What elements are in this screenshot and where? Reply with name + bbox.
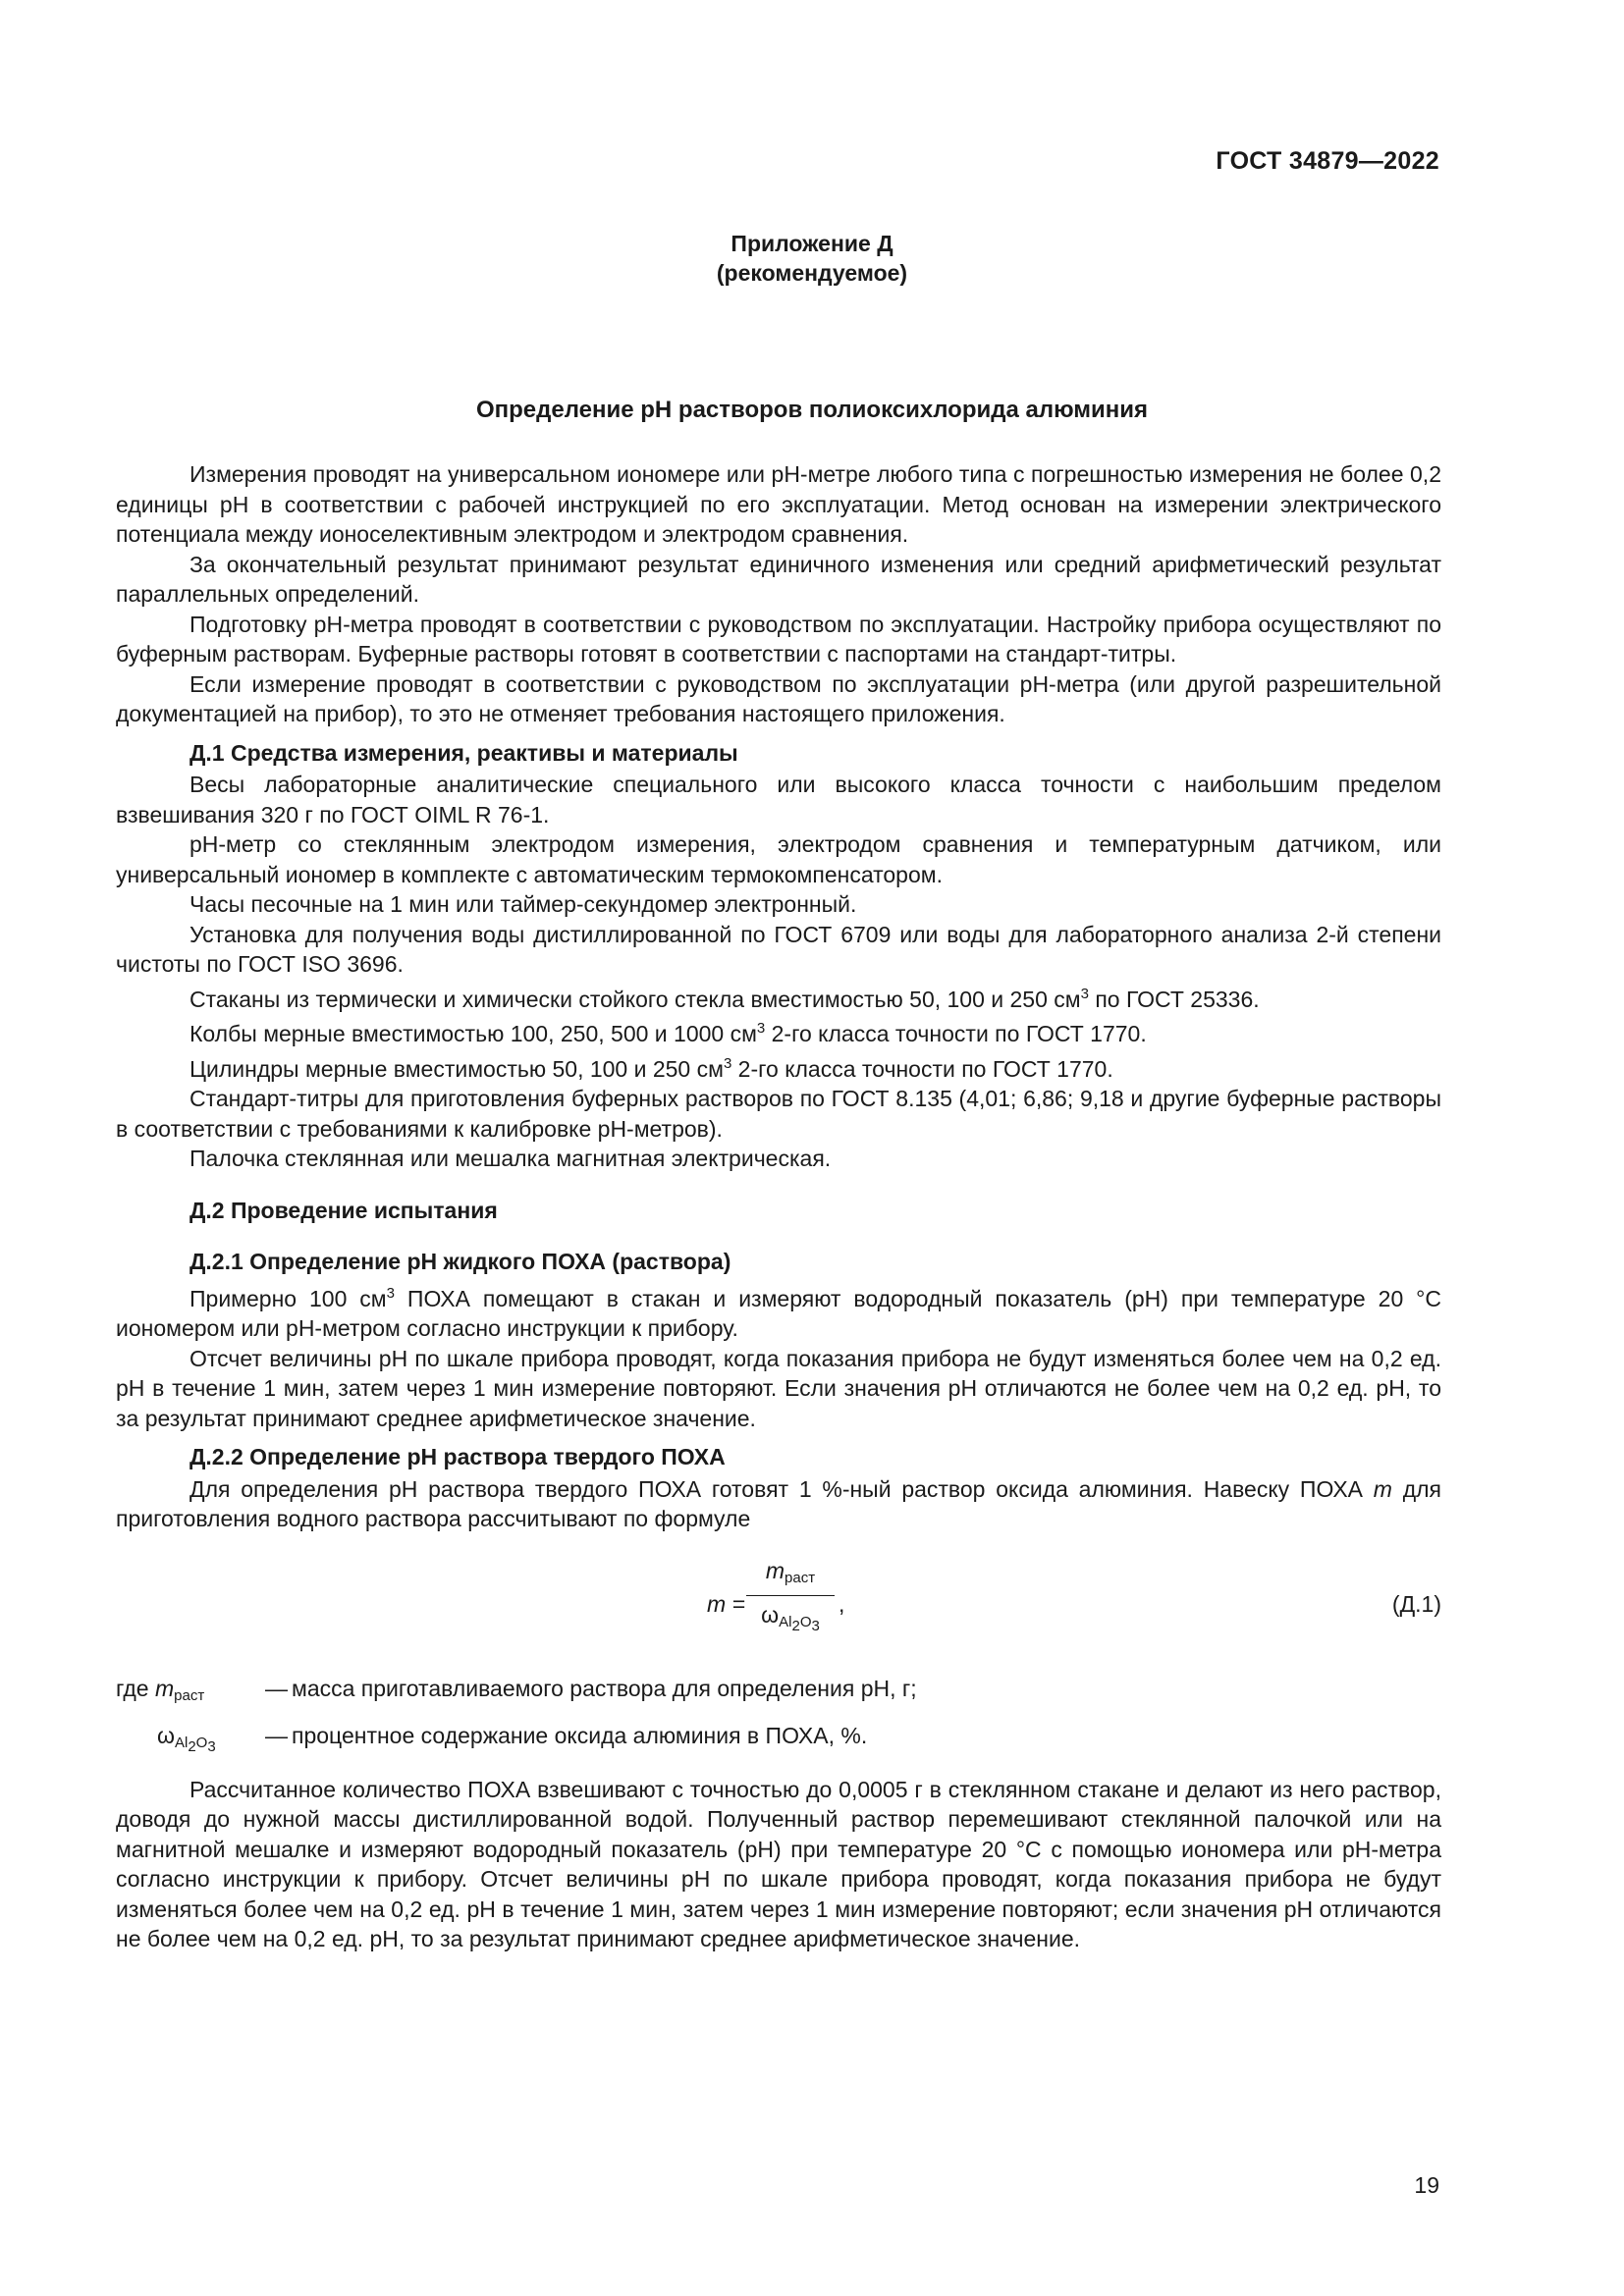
standard-designation: ГОСТ 34879—2022 [1216, 147, 1439, 175]
superscript: 3 [1080, 985, 1089, 1002]
variable-m: m [1373, 1475, 1392, 1502]
equipment-item [116, 980, 1441, 1015]
formula-lhs: m = [707, 1590, 745, 1617]
paragraph-text: Примерно 100 см [189, 1285, 387, 1311]
superscript: 3 [386, 1284, 395, 1302]
definition-row [116, 1674, 1441, 1712]
denominator-subscript [779, 1614, 820, 1634]
item-text: Цилиндры мерные вместимостью 50, 100 и 250 см [189, 1055, 724, 1082]
document-body [116, 459, 1441, 1954]
subscript-part: 2 [188, 1738, 196, 1755]
intro-paragraph: Измерения проводят на универсальном иономере или pH-метре любого типа с погрешностью измерения не более 0,2 единицы pH в соответствии с рабочей инструкцией по его эксплуатации. Метод основан на измерении электрического потенциала между ионоселективным электродом и электродом сравнения. [116, 461, 1441, 547]
definition-symbol [116, 1674, 265, 1712]
equipment-item: pH-метр со стеклянным электродом измерения, электродом сравнения и температурным датчиком, или универсальный иономер в комплекте с автоматическим термокомпенсатором. [116, 831, 1441, 887]
annex-subject-title: Определение pH растворов полиоксихлорида алюминия [475, 397, 1149, 423]
fraction-bar [746, 1595, 835, 1596]
variable-m-rast: m [154, 1675, 175, 1701]
definition-symbol [116, 1721, 265, 1763]
annex-title: Приложение Д [731, 231, 893, 256]
subscript-part: Al [779, 1614, 792, 1630]
final-procedure-paragraph: Рассчитанное количество ПОХА взвешивают с точностью до 0,0005 г в стеклянном стакане и делают из него раствор, доводя до нужной массы дистиллированной водой. Полученный раствор перемешивают стеклянной палочкой или на магнитной мешалке и измеряют водородный показатель (pH) при температуре 20 °С с помощью иономера или pH-метра согласно инструкции к прибору. Отсчет величины pH по шкале прибора проводят, когда показания прибора не будут изменяться более чем на 0,2 ед. pH в течение 1 мин, затем через 1 мин измерение повторяют; если значения pH отличаются не более чем на 0,2 ед. pH, то за результат принимают среднее арифметическое значение. [116, 1776, 1441, 1951]
item-text: по ГОСТ 25336. [1088, 986, 1260, 1012]
definition-text: процентное содержание оксида алюминия в ПОХА, %. [292, 1723, 868, 1748]
equipment-item: Весы лабораторные аналитические специального или высокого класса точности с наибольшим пределом взвешивания 320 г по ГОСТ OIML R 76-1. [116, 772, 1441, 828]
procedure-paragraph [116, 1474, 1441, 1534]
numerator-variable: m [765, 1557, 785, 1583]
intro-paragraph: За окончательный результат принимают результат единичного изменения или средний арифметический результат параллельных определений. [116, 551, 1441, 607]
definition-dash: — [265, 1675, 288, 1701]
formula-number: (Д.1) [1391, 1590, 1441, 1617]
annex-heading [0, 229, 1624, 288]
procedure-paragraph [116, 1279, 1441, 1344]
equipment-item [116, 1049, 1441, 1085]
subscript-part: O [799, 1614, 812, 1630]
fraction-numerator [746, 1556, 835, 1594]
formula-comma: , [839, 1590, 845, 1617]
equipment-item: Стандарт-титры для приготовления буферных растворов по ГОСТ 8.135 (4,01; 6,86; 9,18 и другие буферные растворы в соответствии с требованиями к калибровке pH-метров). [116, 1086, 1441, 1142]
procedure-paragraph: Отсчет величины pH по шкале прибора проводят, когда показания прибора не будут изменяться более чем на 0,2 ед. pH в течение 1 мин, затем через 1 мин измерение повторяют. Если значения pH отличаются не более чем на 0,2 ед. pH, то за результат принимают среднее арифметическое значение. [116, 1345, 1441, 1431]
equipment-item: Часы песочные на 1 мин или таймер-секундомер электронный. [189, 891, 857, 917]
section-heading-d22: Д.2.2 Определение pH раствора твердого ПОХА [189, 1444, 726, 1469]
item-text: 2-го класса точности по ГОСТ 1770. [765, 1021, 1147, 1046]
variable-subscript: раст [174, 1686, 205, 1704]
formula-fraction [746, 1556, 835, 1642]
variable-definitions [116, 1674, 1441, 1763]
numerator-subscript: раст [785, 1569, 816, 1586]
variable-omega: ω [157, 1723, 175, 1748]
subscript-part: O [195, 1735, 208, 1751]
section-heading-d21: Д.2.1 Определение pH жидкого ПОХА (раствора) [189, 1249, 731, 1274]
annex-status: (рекомендуемое) [716, 260, 908, 286]
variable-subscript [174, 1735, 216, 1755]
page-number: 19 [1414, 2172, 1439, 2198]
definition-row [116, 1721, 1441, 1763]
where-prefix: где [116, 1675, 155, 1701]
superscript: 3 [756, 1020, 766, 1037]
paragraph-text: ПОХА помещают в стакан и измеряют водородный показатель (pH) при температуре 20 °С иономером или pH-метром согласно инструкции к прибору. [116, 1285, 1441, 1341]
subscript-part: 3 [207, 1738, 216, 1755]
item-text: Колбы мерные вместимостью 100, 250, 500 и 1000 см [189, 1021, 757, 1046]
section-heading-d1: Д.1 Средства измерения, реактивы и материалы [189, 739, 738, 766]
item-text: 2-го класса точности по ГОСТ 1770. [731, 1055, 1113, 1082]
subscript-part: 3 [811, 1618, 820, 1634]
fraction-denominator [746, 1600, 835, 1642]
equipment-item: Установка для получения воды дистиллированной по ГОСТ 6709 или воды для лабораторного анализа 2-й степени чистоты по ГОСТ ISO 3696. [116, 921, 1441, 977]
definition-dash: — [265, 1723, 288, 1748]
denominator-variable: ω [761, 1602, 780, 1628]
paragraph-text: Для определения pH раствора твердого ПОХА готовят 1 %-ный раствор оксида алюминия. Навеску ПОХА [189, 1475, 1374, 1502]
superscript: 3 [723, 1054, 732, 1072]
subscript-part: Al [174, 1735, 189, 1751]
subscript-part: 2 [791, 1618, 800, 1634]
formula-d1 [116, 1548, 1441, 1652]
equipment-item: Палочка стеклянная или мешалка магнитная электрическая. [189, 1146, 832, 1171]
item-text: Стаканы из термически и химически стойкого стекла вместимостью 50, 100 и 250 см [189, 986, 1081, 1012]
paragraph-text: для приготовления водного раствора рассчитывают по формуле [116, 1475, 1441, 1531]
intro-paragraph: Если измерение проводят в соответствии с руководством по эксплуатации pH-метра (или другой разрешительной документацией на прибор), то это не отменяет требования настоящего приложения. [116, 670, 1441, 726]
section-heading-d2: Д.2 Проведение испытания [189, 1197, 498, 1223]
equipment-item [116, 1014, 1441, 1049]
intro-paragraph: Подготовку pH-метра проводят в соответствии с руководством по эксплуатации. Настройку прибора осуществляют по буферным растворам. Буферные растворы готовят в соответствии с паспортами на стандарт-титры. [116, 611, 1441, 667]
definition-text: масса приготавливаемого раствора для определения pH, г; [292, 1675, 917, 1701]
